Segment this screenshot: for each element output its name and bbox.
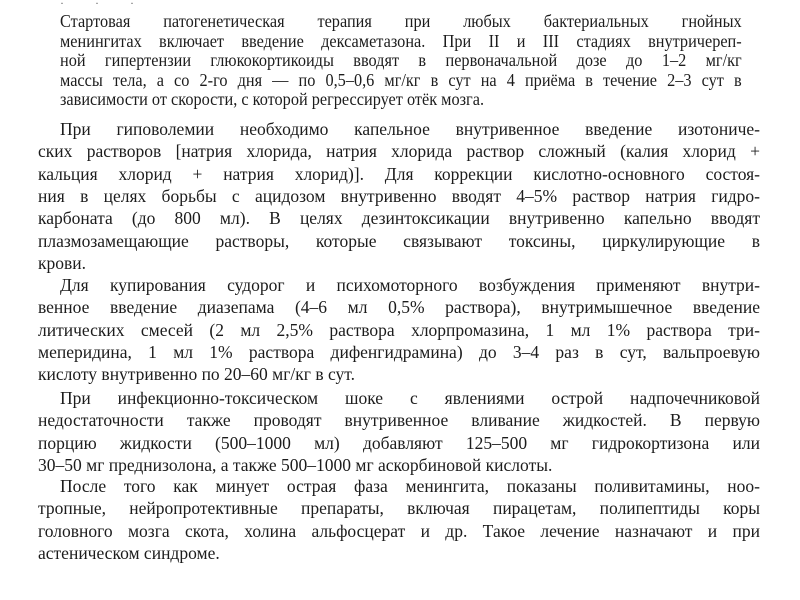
text-line: ния в целях борьбы с ацидозом внутривенно вводят 4–5% раствор натрия гидро- xyxy=(38,185,760,206)
text-line: порцию жидкости (500–1000 мл) добавляют 125–500 мг гидрокортизона или xyxy=(38,432,760,453)
text-line: 30–50 мг преднизолона, а также 500–1000 мг аскорбиновой кислоты. xyxy=(38,454,553,475)
text-line: При инфекционно-токсическом шоке с явлениями острой надпочечниковой xyxy=(60,388,760,408)
text-line: недостаточности также проводят внутривенное вливание жидкостей. В первую xyxy=(38,410,760,431)
text-line: литических смесей (2 мл 2,5% раствора хлорпромазина, 1 мл 1% раствора три- xyxy=(38,319,760,340)
text-line: крови. xyxy=(38,252,87,273)
text-line: венное введение диазепама (4–6 мл 0,5% раствора), внутримышечное введение xyxy=(38,297,760,318)
text-line: Стартовая патогенетическая терапия при любых бактериальных гнойных xyxy=(60,11,742,31)
text-line: карбоната (до 800 мл). В целях дезинтоксикации внутривенно капельно вводят xyxy=(38,208,760,229)
text-line: кислоту внутривенно по 20–60 мг/кг в сут. xyxy=(38,364,355,385)
text-line: массы тела, а со 2-го дня — по 0,5–0,6 мг/кг в сут на 4 приёма в течение 2–3 сут в xyxy=(60,69,742,90)
text-line: кальция хлорид + натрия хлорид)]. Для коррекции кислотно-основного состоя- xyxy=(38,163,760,184)
text-line: Для купирования судорог и психомоторного возбуждения применяют внутри- xyxy=(60,275,760,295)
text-line: менингитах включает введение дексаметазона. При II и III стадиях внутричереп- xyxy=(60,30,742,51)
scan-artifact: · · · xyxy=(60,0,148,10)
text-line: При гиповолемии необходимо капельное внутривенное введение изотониче- xyxy=(60,119,760,139)
text-line: тропные, нейропротективные препараты, включая пирацетам, полипептиды коры xyxy=(38,498,760,519)
text-line: зависимости от скорости, с которой регрессирует отёк мозга. xyxy=(60,89,485,109)
text-line: После того как минует острая фаза менингита, показаны поливитамины, ноо- xyxy=(60,476,760,496)
text-line: меперидина, 1 мл 1% раствора дифенгидрамина) до 3–4 раз в сут, вальпроевую xyxy=(38,341,760,362)
text-line: головного мозга скота, холина альфосцерат и др. Такое лечение назначают и при xyxy=(38,520,760,541)
text-line: астеническом синдроме. xyxy=(38,542,220,563)
text-line: ских растворов [натрия хлорида, натрия хлорида раствор сложный (калия хлорид + xyxy=(38,141,760,162)
text-line: ной гипертензии глюкокортикоиды вводят в первоначальной дозе до 1–2 мг/кг xyxy=(60,50,742,70)
text-line: плазмозамещающие растворы, которые связывают токсины, циркулирующие в xyxy=(38,230,760,251)
